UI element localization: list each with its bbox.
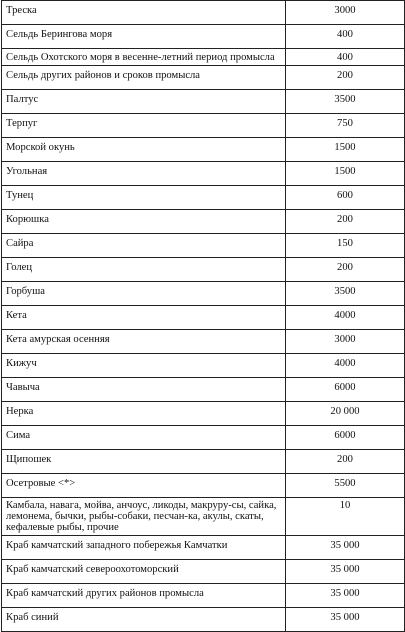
table-row xyxy=(2,186,405,210)
rate-value: 3500 xyxy=(286,90,405,114)
species-name: Терпуг xyxy=(2,114,286,138)
rate-value: 4000 xyxy=(286,306,405,330)
rate-value: 600 xyxy=(286,186,405,210)
rate-value: 3000 xyxy=(286,1,405,25)
species-name: Краб камчатский западного побережья Камчатки xyxy=(2,536,286,560)
species-name: Треска xyxy=(2,1,286,25)
species-name: Сельдь других районов и сроков промысла xyxy=(2,66,286,90)
table-row xyxy=(2,560,405,584)
table-row xyxy=(2,90,405,114)
rate-value: 35 000 xyxy=(286,608,405,632)
rate-value: 200 xyxy=(286,258,405,282)
rate-value: 150 xyxy=(286,234,405,258)
table-row xyxy=(2,608,405,632)
species-name: Камбала, навага, мойва, анчоус, ликоды, макруру-сы, сайка, лемонема, бычки, рыбы-собаки, песчан-ка, акулы, скаты, кефалевые рыбы, прочие xyxy=(2,498,286,536)
table-row xyxy=(2,258,405,282)
table-row xyxy=(2,114,405,138)
table-row xyxy=(2,1,405,25)
table-row xyxy=(2,66,405,90)
rate-value: 10 xyxy=(286,498,405,536)
rate-value: 35 000 xyxy=(286,536,405,560)
species-name: Кета амурская осенняя xyxy=(2,330,286,354)
species-name: Кижуч xyxy=(2,354,286,378)
rate-value: 6000 xyxy=(286,426,405,450)
species-name: Морской окунь xyxy=(2,138,286,162)
species-name: Осетровые <*> xyxy=(2,474,286,498)
rate-value: 5500 xyxy=(286,474,405,498)
species-name: Краб камчатский других районов промысла xyxy=(2,584,286,608)
rate-value: 20 000 xyxy=(286,402,405,426)
table-row xyxy=(2,306,405,330)
species-name: Тунец xyxy=(2,186,286,210)
table-row xyxy=(2,426,405,450)
rate-value: 400 xyxy=(286,25,405,49)
species-name: Щипошек xyxy=(2,450,286,474)
fish-rates-table xyxy=(1,0,405,632)
species-name: Палтус xyxy=(2,90,286,114)
rate-value: 35 000 xyxy=(286,584,405,608)
species-name: Чавыча xyxy=(2,378,286,402)
table-row xyxy=(2,138,405,162)
species-name: Краб синий xyxy=(2,608,286,632)
rate-value: 400 xyxy=(286,49,405,66)
rate-value: 3000 xyxy=(286,330,405,354)
rate-value: 1500 xyxy=(286,162,405,186)
table-body xyxy=(2,1,405,632)
rate-value: 1500 xyxy=(286,138,405,162)
table-row xyxy=(2,354,405,378)
species-name: Краб камчатский североохотоморский xyxy=(2,560,286,584)
table-row xyxy=(2,378,405,402)
species-name: Сельдь Берингова моря xyxy=(2,25,286,49)
species-name: Сима xyxy=(2,426,286,450)
table-row xyxy=(2,234,405,258)
table-row xyxy=(2,330,405,354)
rate-value: 200 xyxy=(286,210,405,234)
table-row xyxy=(2,450,405,474)
rate-value: 4000 xyxy=(286,354,405,378)
table-row xyxy=(2,584,405,608)
species-name: Нерка xyxy=(2,402,286,426)
rate-value: 6000 xyxy=(286,378,405,402)
species-name: Сельдь Охотского моря в весенне-летний период промысла xyxy=(2,49,286,66)
species-name: Горбуша xyxy=(2,282,286,306)
table-row xyxy=(2,402,405,426)
species-name: Угольная xyxy=(2,162,286,186)
species-name: Кета xyxy=(2,306,286,330)
species-name: Сайра xyxy=(2,234,286,258)
species-name: Голец xyxy=(2,258,286,282)
rate-value: 200 xyxy=(286,66,405,90)
rate-value: 35 000 xyxy=(286,560,405,584)
table-row xyxy=(2,49,405,66)
table-row xyxy=(2,282,405,306)
table-row xyxy=(2,210,405,234)
table-row xyxy=(2,162,405,186)
rate-value: 200 xyxy=(286,450,405,474)
rate-value: 3500 xyxy=(286,282,405,306)
species-name: Корюшка xyxy=(2,210,286,234)
table-row xyxy=(2,536,405,560)
table-row xyxy=(2,474,405,498)
table-row xyxy=(2,498,405,536)
rate-value: 750 xyxy=(286,114,405,138)
table-row xyxy=(2,25,405,49)
